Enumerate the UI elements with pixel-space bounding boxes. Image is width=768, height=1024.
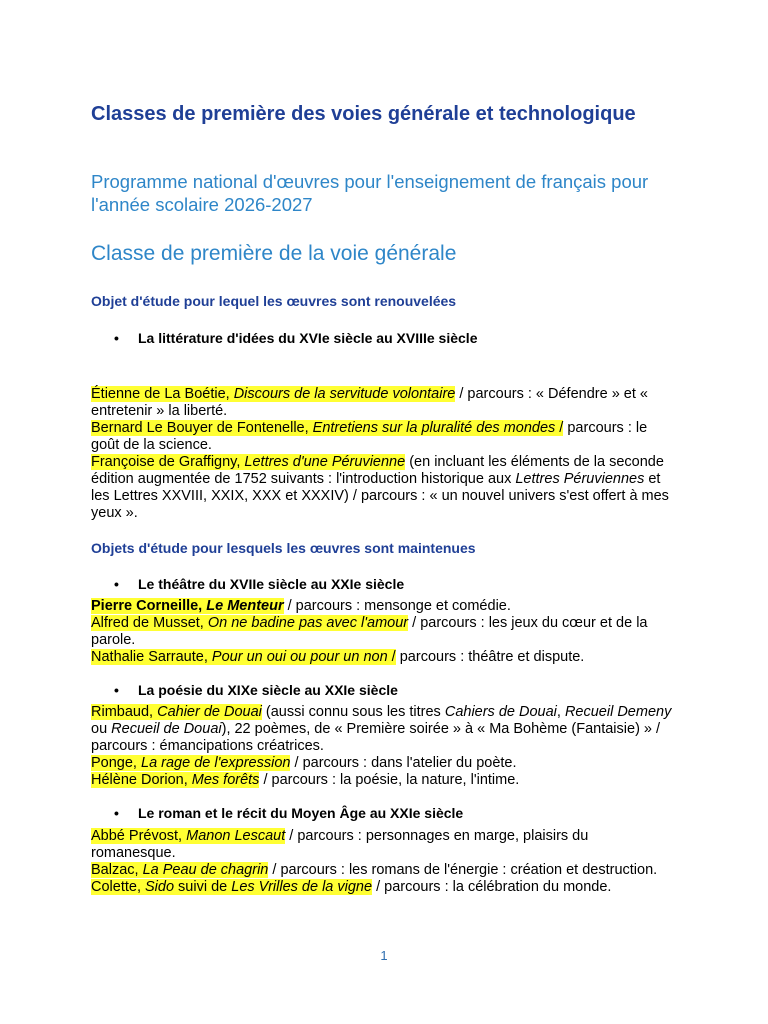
bullet-dot: • (114, 805, 119, 821)
entry-author: Abbé Prévost, (91, 828, 187, 844)
bullet-label: La littérature d'idées du XVIe siècle au XVIIIe siècle (138, 330, 478, 346)
entry-title: Lettres d'une Péruvienne (244, 454, 406, 470)
entry-prevost (91, 828, 676, 862)
entry-note: (aussi connu sous les titres (261, 704, 445, 720)
bullet-label: La poésie du XIXe siècle au XXIe siècle (138, 682, 398, 698)
entry-slash: / (555, 420, 564, 436)
entry-parcours: parcours : théâtre et dispute. (395, 649, 585, 665)
entry-title: Le Menteur (206, 598, 284, 614)
entry-fontenelle (91, 420, 676, 454)
entry-ponge (91, 755, 676, 772)
bullet-dot: • (114, 330, 119, 346)
entry-author: Étienne de La Boétie, (91, 386, 234, 402)
entry-parcours: / parcours : dans l'atelier du poète. (290, 755, 517, 771)
entry-title: On ne badine pas avec l'amour (207, 615, 409, 631)
bullet-label: Le roman et le récit du Moyen Âge au XXIe siècle (138, 805, 464, 821)
entry-parcours: / parcours : la poésie, la nature, l'intime. (259, 772, 520, 788)
entries-theatre (91, 598, 676, 666)
entry-title: Entretiens sur la pluralité des mondes (312, 420, 556, 436)
entry-la-boetie (91, 386, 676, 420)
entry-author: Alfred de Musset, (91, 615, 208, 631)
entry-dorion (91, 772, 676, 789)
section-heading-renewed: Objet d'étude pour lequel les œuvres sont renouvelées (91, 293, 457, 309)
class-heading: Classe de première de la voie générale (91, 242, 457, 265)
entry-musset (91, 615, 676, 649)
entry-parcours: / parcours : les romans de l'énergie : création et destruction. (268, 862, 658, 878)
entry-connector: suivi de (174, 879, 232, 895)
entry-parcours: / parcours : les jeux du cœur et de la parole. (91, 615, 648, 648)
bullet-dot: • (114, 576, 119, 592)
entry-title: Les Vrilles de la vigne (231, 879, 373, 895)
page-number: 1 (380, 948, 388, 963)
entry-parcours: / parcours : personnages en marge, plaisirs du romanesque. (91, 828, 589, 861)
entry-author: Rimbaud, (91, 704, 158, 720)
entry-note-italic: Recueil de Douai (111, 721, 222, 737)
entry-note: , (556, 704, 565, 720)
entry-title: Pour un oui ou pour un non (211, 649, 388, 665)
entry-rimbaud (91, 704, 676, 755)
entry-colette (91, 879, 676, 896)
entry-author: Ponge, (91, 755, 141, 771)
entry-note-italic: Cahiers de Douai (444, 704, 557, 720)
entry-parcours: et les Lettres XXVIII, XXIX, XXX et XXXIV) / parcours : « un nouvel univers s'est offert à mes yeux ». (91, 471, 669, 521)
entry-parcours: / parcours : mensonge et comédie. (283, 598, 511, 614)
entry-author: Bernard Le Bouyer de Fontenelle, (91, 420, 313, 436)
entries-litterature-idees (91, 386, 676, 522)
entry-parcours: parcours : le goût de la science. (91, 420, 648, 453)
bullet-label: Le théâtre du XVIIe siècle au XXIe siècle (138, 576, 405, 592)
entries-roman (91, 828, 676, 896)
entry-author: Hélène Dorion, (91, 772, 192, 788)
entry-parcours: ), 22 poèmes, de « Première soirée » à « Ma Bohème (Fantaisie) » / parcours : émancipations créatrices. (91, 721, 661, 754)
document-title: Classes de première des voies générale et technologique (91, 103, 636, 125)
entry-graffigny (91, 454, 676, 522)
entry-author: Colette, (91, 879, 145, 895)
entry-author: Pierre Corneille, (91, 598, 207, 614)
entry-author: Balzac, (91, 862, 143, 878)
entry-note: ou (91, 721, 112, 737)
entry-title: Manon Lescaut (186, 828, 286, 844)
entry-title: Discours de la servitude volontaire (233, 386, 456, 402)
entry-parcours: / parcours : la célébration du monde. (372, 879, 612, 895)
entry-parcours: / parcours : « Défendre » et « entretenir » la liberté. (91, 386, 648, 419)
entry-note: (en incluant les éléments de la seconde édition augmentée de 1752 suivants : l'introduction historique aux (91, 454, 664, 487)
entry-author: Françoise de Graffigny, (91, 454, 245, 470)
entry-note-italic: Lettres Péruviennes (515, 471, 645, 487)
entry-author: Nathalie Sarraute, (91, 649, 212, 665)
entry-sarraute (91, 649, 676, 666)
entry-balzac (91, 862, 676, 879)
entry-title: Sido (145, 879, 175, 895)
entry-title: Mes forêts (191, 772, 260, 788)
entry-title: La rage de l'expression (141, 755, 291, 771)
entry-note-italic: Recueil Demeny (564, 704, 672, 720)
bullet-dot: • (114, 682, 119, 698)
entry-title: La Peau de chagrin (142, 862, 269, 878)
entries-poesie (91, 704, 676, 789)
document-subtitle: Programme national d'œuvres pour l'enseignement de français pour l'année scolaire 2026-2027 (91, 171, 649, 215)
entry-corneille (91, 598, 676, 615)
section-heading-maintained: Objets d'étude pour lesquels les œuvres sont maintenues (91, 540, 476, 556)
entry-slash: / (387, 649, 396, 665)
entry-title: Cahier de Douai (157, 704, 262, 720)
